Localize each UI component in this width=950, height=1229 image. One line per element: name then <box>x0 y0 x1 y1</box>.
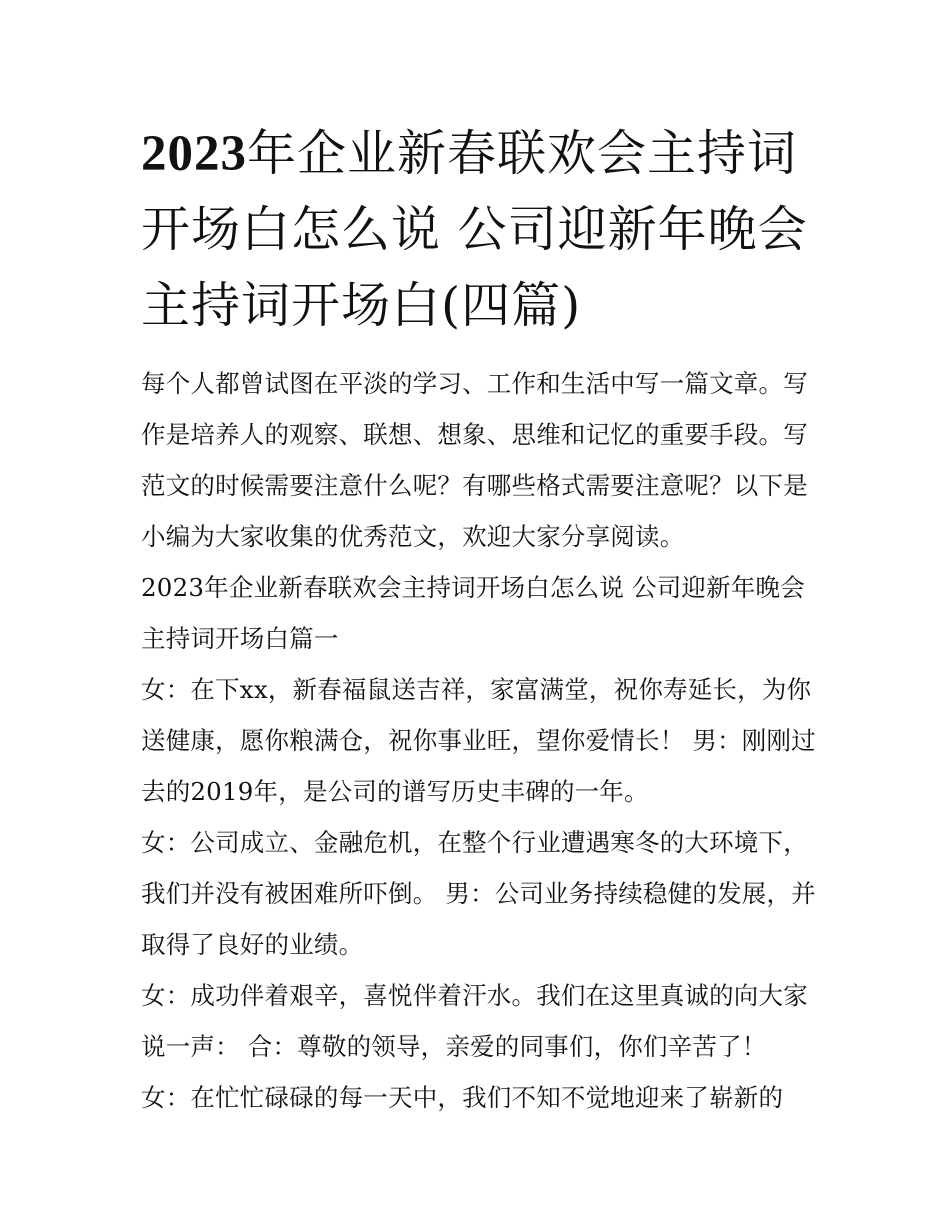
title-text: 年企业新春联欢会主持词开场白怎么说 公司迎新年晚会主持词开场白(四篇) <box>141 125 808 334</box>
document-title <box>141 116 821 344</box>
dialogue-paragraph: 女：公司成立、金融危机，在整个行业遭遇寒冬的大环境下，我们并没有被困难所吓倒。 男：公司业务持续稳健的发展，并取得了良好的业绩。 <box>141 828 816 959</box>
dialogue-paragraph: 女：成功伴着艰辛，喜悦伴着汗水。我们在这里真诚的向大家说一声： 合：尊敬的领导，亲爱的同事们，你们辛苦了！ <box>141 981 808 1061</box>
intro-paragraph: 每个人都曾试图在平淡的学习、工作和生活中写一篇文章。写作是培养人的观察、联想、想象、思维和记忆的重要手段。写范文的时候需要注意什么呢？有哪些格式需要注意呢？以下是小编为大家收集的优秀范文，欢迎大家分享阅读。 <box>141 369 808 551</box>
document-body <box>141 358 821 1123</box>
document-page <box>141 116 821 1123</box>
section-heading: 2023年企业新春联欢会主持词开场白怎么说 公司迎新年晚会主持词开场白篇一 <box>141 573 805 653</box>
title-year: 2023 <box>141 126 247 182</box>
dialogue-paragraph: 女：在下xx，新春福鼠送吉祥，家富满堂，祝你寿延长，为你送健康，愿你粮满仓，祝你事业旺，望你爱情长！ 男：刚刚过去的2019年，是公司的谱写历史丰碑的一年。 <box>141 675 816 806</box>
dialogue-paragraph: 女：在忙忙碌碌的每一天中，我们不知不觉地迎来了崭新的 <box>141 1083 784 1112</box>
